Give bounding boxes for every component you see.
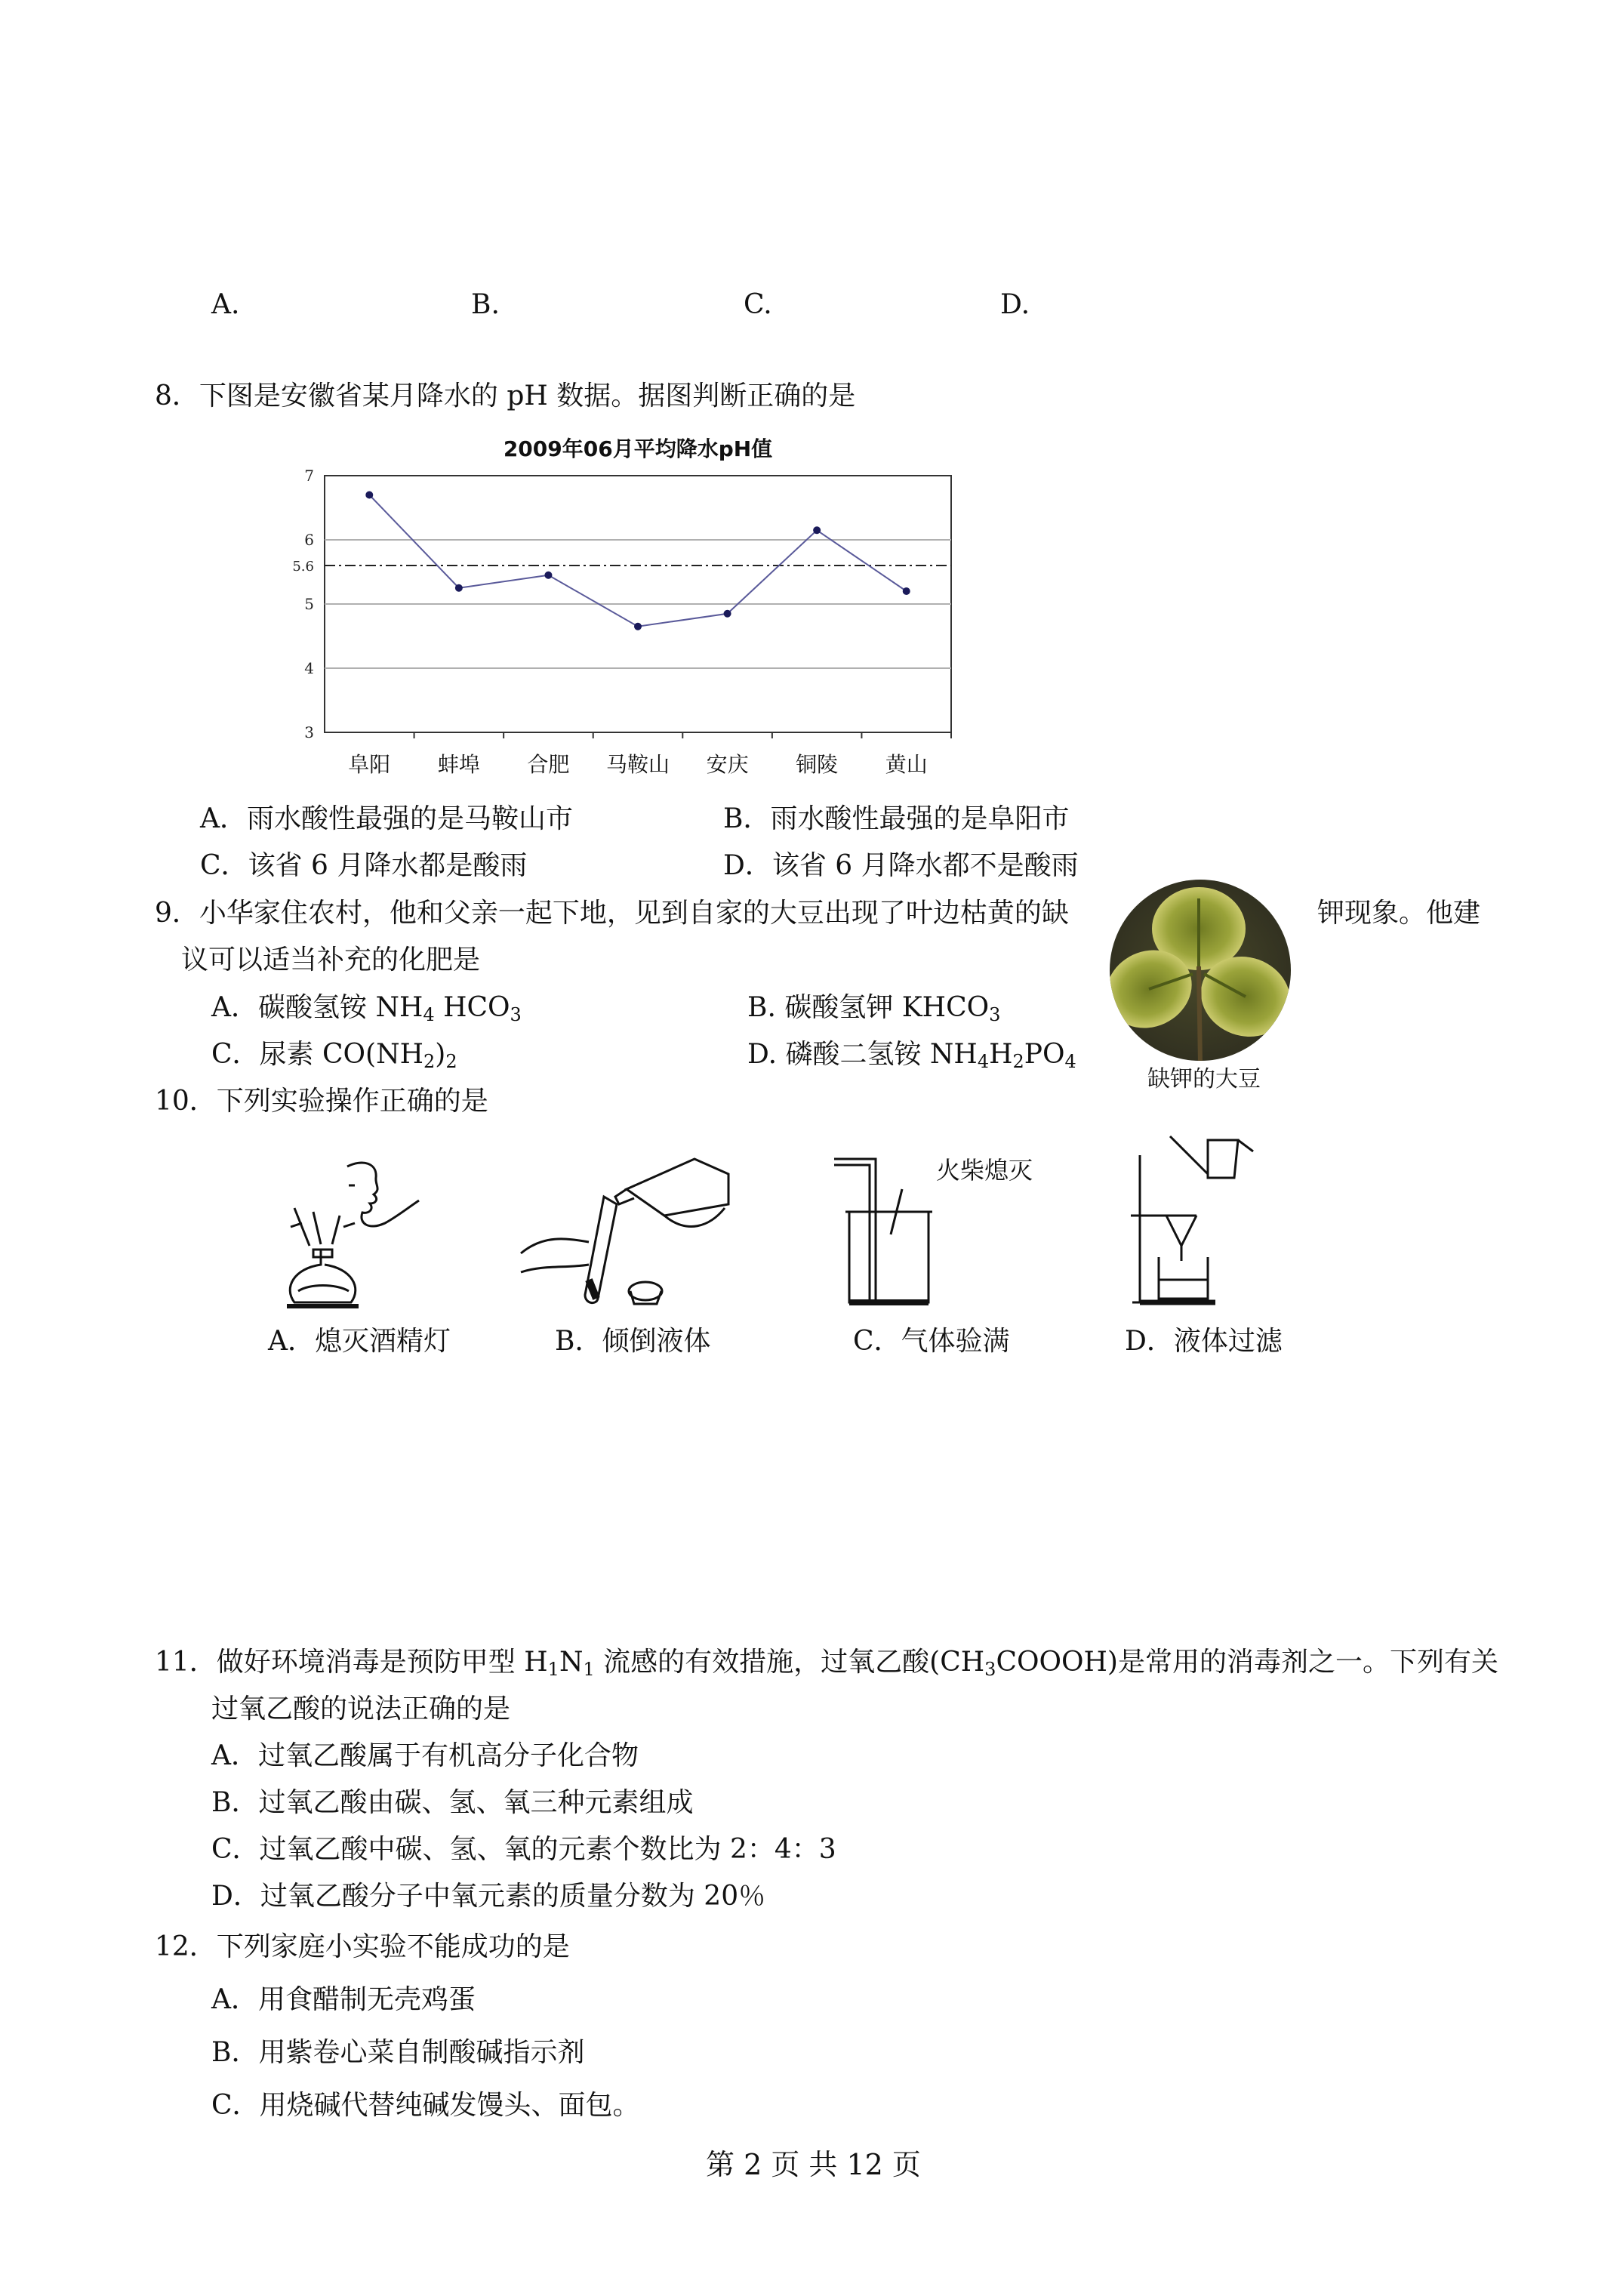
q7-option-d: D. — [1000, 289, 1030, 320]
q9-option-a: A．碳酸氢铵 $NH_4$ $HCO_3$ — [211, 992, 522, 1025]
chart-data-point — [544, 572, 552, 579]
chart-y-tick-labels — [292, 467, 314, 741]
chart-y-tick-label: 5.6 — [292, 559, 314, 575]
q7-option-a: A. — [211, 289, 240, 320]
chart-y-tick-label: 6 — [304, 531, 314, 549]
chart-x-tick-label: 蚌埠 — [437, 752, 480, 777]
q11-option-c: C．过氧乙酸中碳、氢、氧的元素个数比为 2：4：3 — [211, 1834, 836, 1865]
ph-line-chart — [287, 430, 996, 778]
q11-stem-line1: 11．做好环境消毒是预防甲型 $H_1N_1$ 流感的有效措施，过氧乙酸$(CH_3COOOH)$是常用的消毒剂之一。下列有关 — [155, 1647, 1498, 1680]
chart-x-tick-labels — [348, 732, 951, 777]
chart-series — [365, 492, 910, 630]
q9-stem-line1: 9．小华家住农村，他和父亲一起下地，见到自家的大豆出现了叶边枯黄的缺 — [155, 898, 1069, 929]
q9-option-c: C．尿素 $CO(NH_2)_2$ — [211, 1039, 457, 1072]
q9-stem-line2: 议可以适当补充的化肥是 — [181, 945, 481, 975]
q9-option-d: D. 磷酸二氢铵 $NH_4H_2PO_4$ — [747, 1039, 1076, 1072]
filtration-figure — [1125, 1133, 1276, 1314]
q11-option-d: D．过氧乙酸分子中氧元素的质量分数为 20％ — [211, 1881, 766, 1912]
match-extinguished-label: 火柴熄灭 — [936, 1156, 1033, 1185]
chart-data-point — [903, 587, 910, 595]
q11-option-a: A．过氧乙酸属于有机高分子化合物 — [211, 1740, 639, 1771]
chart-data-point — [455, 584, 463, 592]
chart-y-tick-label: 3 — [304, 723, 314, 741]
chart-x-tick-label: 阜阳 — [348, 752, 391, 777]
q12-option-c: C．用烧碱代替纯碱发馒头、面包。 — [211, 2090, 640, 2121]
q8-option-c: C．该省 6 月降水都是酸雨 — [200, 850, 528, 881]
blow-out-alcohol-lamp-figure — [279, 1155, 430, 1314]
q8-stem: 8．下图是安徽省某月降水的 pH 数据。据图判断正确的是 — [155, 381, 856, 411]
q8-option-a: A．雨水酸性最强的是马鞍山市 — [200, 803, 573, 834]
chart-data-point — [813, 526, 821, 534]
q10-stem: 10．下列实验操作正确的是 — [155, 1086, 488, 1117]
chart-data-point — [634, 623, 642, 630]
q10-option-a: A．熄灭酒精灯 — [268, 1326, 451, 1357]
q10-option-c: C．气体验满 — [853, 1326, 1010, 1357]
chart-series-line — [369, 495, 906, 627]
q9-option-b: B. 碳酸氢钾 $KHCO_3$ — [747, 992, 1001, 1025]
page-footer: 第 2 页 共 12 页 — [706, 2148, 921, 2181]
chart-x-tick-label: 马鞍山 — [605, 752, 670, 777]
chart-x-tick-label: 铜陵 — [796, 752, 839, 777]
q8-option-d: D．该省 6 月降水都不是酸雨 — [723, 850, 1079, 881]
pouring-liquid-figure — [513, 1144, 740, 1310]
chart-data-point — [724, 610, 731, 618]
q12-stem: 12．下列家庭小实验不能成功的是 — [155, 1931, 570, 1962]
q12-option-b: B．用紫卷心菜自制酸碱指示剂 — [211, 2037, 585, 2068]
chart-title: 2009年06月平均降水pH值 — [503, 436, 773, 461]
chart-y-tick-label: 5 — [304, 595, 314, 613]
q8-option-b: B．雨水酸性最强的是阜阳市 — [723, 803, 1070, 834]
chart-grid — [325, 476, 951, 732]
soybean-leaf-image — [1102, 876, 1298, 1065]
q10-option-d: D．液体过滤 — [1125, 1326, 1283, 1357]
soybean-image-caption: 缺钾的大豆 — [1147, 1066, 1261, 1093]
chart-y-tick-label: 4 — [304, 659, 314, 677]
q7-option-c: C. — [744, 289, 772, 320]
chart-x-tick-label: 安庆 — [706, 752, 749, 777]
chart-x-tick-label: 合肥 — [527, 752, 570, 777]
q11-stem-line2: 过氧乙酸的说法正确的是 — [211, 1693, 511, 1724]
chart-y-tick-label: 7 — [304, 467, 314, 485]
q9-stem-line1-end: 钾现象。他建 — [1317, 898, 1481, 929]
chart-data-point — [365, 492, 373, 499]
q11-option-b: B．过氧乙酸由碳、氢、氧三种元素组成 — [211, 1787, 694, 1818]
chart-x-tick-label: 黄山 — [885, 752, 928, 777]
q7-option-b: B. — [471, 289, 500, 320]
q10-option-b: B．倾倒液体 — [555, 1326, 711, 1357]
q12-option-a: A．用食醋制无壳鸡蛋 — [211, 1984, 476, 2015]
